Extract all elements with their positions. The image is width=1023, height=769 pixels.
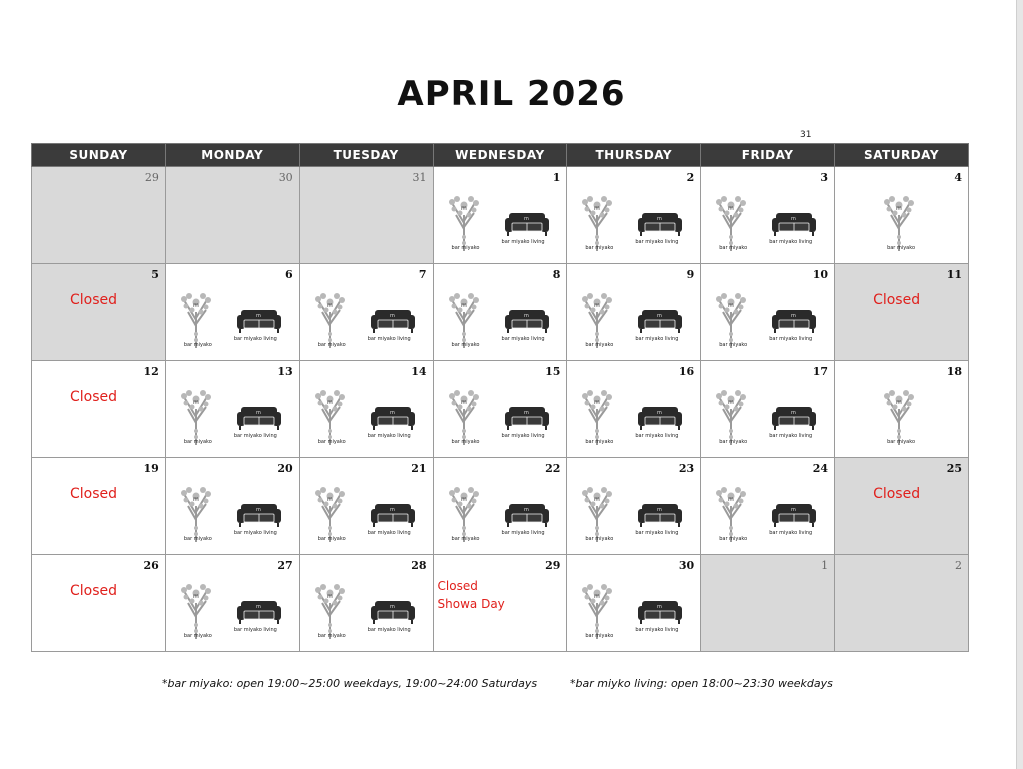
calendar-day-cell	[165, 264, 299, 361]
closed-label: Closed	[70, 486, 118, 502]
svg-text:m: m	[594, 593, 601, 600]
bar-miyako-caption: bar miyako	[451, 342, 480, 348]
bar-living-sofa-icon	[504, 502, 550, 528]
day-number: 2	[686, 171, 695, 184]
svg-text:m: m	[255, 507, 261, 513]
bar-living-caption: bar miyako living	[769, 530, 813, 536]
day-number: 3	[820, 171, 829, 184]
svg-text:m: m	[523, 313, 529, 319]
bar-living-sofa-icon	[637, 211, 683, 237]
calendar-day-cell	[299, 361, 433, 458]
bar-miyako-caption: bar miyako	[317, 633, 346, 639]
svg-text:m: m	[389, 410, 395, 416]
bar-miyako-caption: bar miyako	[887, 245, 916, 251]
weekday-header-sunday: SUNDAY	[32, 144, 166, 167]
day-number: 7	[418, 268, 427, 281]
weekday-header-row	[32, 144, 969, 167]
calendar-day-cell	[165, 361, 299, 458]
day-number: 20	[277, 462, 293, 475]
svg-text:m: m	[791, 216, 797, 222]
calendar-day-cell	[32, 555, 166, 652]
holiday-note-line: Showa Day	[437, 597, 505, 611]
svg-text:m: m	[657, 604, 663, 610]
bar-living-sofa-icon	[370, 502, 416, 528]
bar-living-caption: bar miyako living	[635, 627, 679, 633]
bar-living-sofa-icon	[370, 599, 416, 625]
calendar-body	[32, 167, 969, 652]
closed-label: Closed	[873, 292, 921, 308]
bar-living-caption: bar miyako living	[233, 530, 277, 536]
bar-living-sofa-icon	[637, 502, 683, 528]
bar-living-caption: bar miyako living	[769, 239, 813, 245]
calendar-day-cell	[567, 555, 701, 652]
day-number: 19	[143, 462, 159, 475]
calendar-day-cell	[835, 555, 969, 652]
day-number: 25	[946, 462, 962, 475]
weekday-header-wednesday: WEDNESDAY	[433, 144, 567, 167]
calendar-day-cell	[701, 167, 835, 264]
bar-miyako-caption: bar miyako	[585, 245, 614, 251]
day-number: 9	[686, 268, 695, 281]
weekday-header-thursday: THURSDAY	[567, 144, 701, 167]
bar-living-caption: bar miyako living	[769, 336, 813, 342]
bar-miyako-caption: bar miyako	[317, 342, 346, 348]
bar-miyako-tree-icon	[176, 581, 216, 639]
bar-miyako-caption: bar miyako	[451, 536, 480, 542]
bar-miyako-tree-icon	[711, 290, 751, 348]
calendar-day-cell	[433, 555, 567, 652]
bar-living-caption: bar miyako living	[635, 336, 679, 342]
svg-text:m: m	[326, 399, 333, 406]
day-number: 17	[812, 365, 829, 378]
svg-text:m: m	[728, 399, 735, 406]
day-number: 1	[552, 171, 561, 184]
calendar-day-cell	[32, 264, 166, 361]
day-number: 16	[678, 365, 695, 378]
bar-miyako-tree-icon	[444, 193, 484, 251]
svg-text:m: m	[728, 205, 735, 212]
bar-miyako-tree-icon	[310, 387, 350, 445]
bar-miyako-caption: bar miyako	[719, 342, 748, 348]
bar-miyako-tree-icon	[577, 484, 617, 542]
calendar-day-cell	[32, 361, 166, 458]
calendar-day-cell	[299, 167, 433, 264]
calendar-day-cell	[701, 555, 835, 652]
bar-living-caption: bar miyako living	[501, 530, 545, 536]
day-number: 28	[411, 559, 427, 572]
bar-living-caption: bar miyako living	[635, 239, 679, 245]
day-number: 18	[946, 365, 962, 378]
bar-miyako-caption: bar miyako	[183, 439, 212, 445]
closed-label: Closed	[70, 292, 118, 308]
calendar-day-cell	[433, 167, 567, 264]
svg-text:m: m	[791, 313, 797, 319]
calendar-day-cell	[567, 458, 701, 555]
bar-living-caption: bar miyako living	[635, 433, 679, 439]
bar-living-sofa-icon	[236, 599, 282, 625]
day-number: 15	[545, 365, 561, 378]
calendar-day-cell	[32, 458, 166, 555]
svg-text:m: m	[192, 302, 199, 309]
bar-miyako-tree-icon	[176, 387, 216, 445]
day-number: 10	[812, 268, 829, 281]
bar-living-caption: bar miyako living	[233, 627, 277, 633]
svg-text:m: m	[657, 216, 663, 222]
bar-living-caption: bar miyako living	[635, 530, 679, 536]
bar-miyako-tree-icon	[444, 387, 484, 445]
bar-living-sofa-icon	[771, 502, 817, 528]
svg-text:m: m	[728, 302, 735, 309]
calendar-week-row	[32, 555, 969, 652]
bar-miyako-tree-icon	[577, 290, 617, 348]
bar-miyako-caption: bar miyako	[317, 439, 346, 445]
bar-miyako-tree-icon	[577, 193, 617, 251]
bar-miyako-tree-icon	[444, 290, 484, 348]
bar-miyako-caption: bar miyako	[585, 536, 614, 542]
bar-miyako-tree-icon	[176, 484, 216, 542]
day-number: 2	[955, 559, 962, 572]
calendar-day-cell	[299, 458, 433, 555]
bar-living-sofa-icon	[637, 308, 683, 334]
svg-text:m: m	[255, 604, 261, 610]
svg-text:m: m	[389, 507, 395, 513]
calendar-day-cell	[567, 167, 701, 264]
svg-text:m: m	[460, 205, 467, 212]
day-number: 4	[954, 171, 962, 184]
calendar-day-cell	[299, 264, 433, 361]
calendar-week-row	[32, 264, 969, 361]
svg-text:m: m	[326, 593, 333, 600]
bar-living-sofa-icon	[370, 405, 416, 431]
calendar-day-cell	[701, 361, 835, 458]
day-number: 26	[143, 559, 159, 572]
calendar-week-row	[32, 458, 969, 555]
bar-living-sofa-icon	[236, 308, 282, 334]
bar-miyako-tree-icon	[879, 193, 919, 251]
bar-miyako-tree-icon	[879, 387, 919, 445]
calendar-week-row	[32, 361, 969, 458]
bar-living-sofa-icon	[504, 211, 550, 237]
svg-text:m: m	[657, 410, 663, 416]
svg-text:m: m	[523, 507, 529, 513]
bar-living-sofa-icon	[771, 405, 817, 431]
svg-text:m: m	[460, 496, 467, 503]
bar-living-caption: bar miyako living	[769, 433, 813, 439]
calendar-day-cell	[165, 458, 299, 555]
bar-miyako-tree-icon	[711, 193, 751, 251]
bar-miyako-caption: bar miyako	[887, 439, 916, 445]
bar-living-caption: bar miyako living	[367, 627, 411, 633]
svg-text:m: m	[523, 410, 529, 416]
bar-miyako-caption: bar miyako	[451, 245, 480, 251]
calendar-day-cell	[835, 167, 969, 264]
day-number: 5	[151, 268, 159, 281]
bar-miyako-caption: bar miyako	[585, 633, 614, 639]
bar-miyako-caption: bar miyako	[451, 439, 480, 445]
bar-miyako-caption: bar miyako	[317, 536, 346, 542]
calendar-day-cell	[835, 458, 969, 555]
bar-living-sofa-icon	[637, 405, 683, 431]
calendar-day-cell	[701, 264, 835, 361]
bar-miyako-tree-icon	[577, 387, 617, 445]
calendar-day-cell	[165, 167, 299, 264]
bar-living-sofa-icon	[504, 308, 550, 334]
bar-living-caption: bar miyako living	[233, 433, 277, 439]
svg-text:m: m	[460, 302, 467, 309]
day-number: 22	[545, 462, 561, 475]
bar-living-caption: bar miyako living	[367, 433, 411, 439]
bar-living-sofa-icon	[771, 211, 817, 237]
calendar-day-cell	[835, 264, 969, 361]
svg-text:m: m	[594, 302, 601, 309]
stray-note: 31	[800, 130, 812, 140]
bar-living-sofa-icon	[236, 405, 282, 431]
day-number: 14	[411, 365, 427, 378]
holiday-note	[438, 577, 505, 613]
calendar-day-cell	[567, 264, 701, 361]
svg-text:m: m	[594, 205, 601, 212]
bar-miyako-tree-icon	[444, 484, 484, 542]
day-number: 13	[277, 365, 293, 378]
svg-text:m: m	[594, 496, 601, 503]
bar-miyako-caption: bar miyako	[183, 633, 212, 639]
weekday-header-monday: MONDAY	[165, 144, 299, 167]
day-number: 8	[552, 268, 561, 281]
day-number: 11	[946, 268, 962, 281]
bar-living-caption: bar miyako living	[367, 530, 411, 536]
svg-text:m: m	[728, 496, 735, 503]
calendar-day-cell	[165, 555, 299, 652]
holiday-note-line: Closed	[437, 579, 478, 593]
bar-living-caption: bar miyako living	[501, 239, 545, 245]
weekday-header-tuesday: TUESDAY	[299, 144, 433, 167]
calendar-day-cell	[433, 361, 567, 458]
bar-miyako-tree-icon	[176, 290, 216, 348]
svg-text:m: m	[326, 302, 333, 309]
page-edge	[1016, 0, 1023, 769]
bar-living-caption: bar miyako living	[501, 336, 545, 342]
calendar-day-cell	[567, 361, 701, 458]
day-number: 31	[412, 171, 427, 184]
day-number: 1	[821, 559, 829, 572]
bar-living-caption: bar miyako living	[501, 433, 545, 439]
svg-text:m: m	[192, 496, 199, 503]
bar-miyako-caption: bar miyako	[585, 439, 614, 445]
bar-miyako-caption: bar miyako	[719, 536, 748, 542]
svg-text:m: m	[389, 313, 395, 319]
svg-text:m: m	[657, 507, 663, 513]
day-number: 29	[545, 559, 561, 572]
svg-text:m: m	[192, 593, 199, 600]
day-number: 27	[277, 559, 293, 572]
closed-label: Closed	[70, 389, 118, 405]
bar-miyako-caption: bar miyako	[719, 439, 748, 445]
bar-living-sofa-icon	[370, 308, 416, 334]
bar-living-caption: bar miyako living	[367, 336, 411, 342]
svg-text:m: m	[326, 496, 333, 503]
bar-miyako-caption: bar miyako	[585, 342, 614, 348]
bar-miyako-tree-icon	[310, 581, 350, 639]
bar-miyako-tree-icon	[577, 581, 617, 639]
bar-miyako-caption: bar miyako	[183, 536, 212, 542]
svg-text:m: m	[657, 313, 663, 319]
calendar-week-row	[32, 167, 969, 264]
bar-miyako-tree-icon	[310, 290, 350, 348]
day-number: 30	[678, 559, 695, 572]
day-number: 29	[144, 171, 159, 184]
bar-miyako-tree-icon	[310, 484, 350, 542]
day-number: 21	[411, 462, 427, 475]
bar-living-sofa-icon	[504, 405, 550, 431]
weekday-header-saturday: SATURDAY	[835, 144, 969, 167]
svg-text:m: m	[896, 205, 902, 212]
bar-living-caption: bar miyako living	[233, 336, 277, 342]
closed-label: Closed	[70, 583, 118, 599]
calendar-day-cell	[835, 361, 969, 458]
bar-miyako-tree-icon	[711, 484, 751, 542]
svg-text:m: m	[791, 507, 797, 513]
day-number: 12	[143, 365, 159, 378]
svg-text:m: m	[896, 399, 902, 406]
closed-label: Closed	[873, 486, 921, 502]
calendar-day-cell	[299, 555, 433, 652]
calendar-day-cell	[701, 458, 835, 555]
weekday-header-friday: FRIDAY	[701, 144, 835, 167]
day-number: 23	[678, 462, 695, 475]
calendar-grid	[31, 143, 969, 652]
svg-text:m: m	[523, 216, 529, 222]
svg-text:m: m	[255, 313, 261, 319]
svg-text:m: m	[255, 410, 261, 416]
day-number: 30	[278, 171, 293, 184]
footnote-bar-miyako-hours: *bar miyako: open 19:00~25:00 weekdays, 19:00~24:00 Saturdays	[162, 677, 538, 690]
calendar-day-cell	[32, 167, 166, 264]
svg-text:m: m	[389, 604, 395, 610]
footnote-bar-living-hours: *bar miyko living: open 18:00~23:30 weekdays	[570, 677, 833, 690]
svg-text:m: m	[791, 410, 797, 416]
svg-text:m: m	[594, 399, 601, 406]
svg-text:m: m	[192, 399, 199, 406]
day-number: 6	[285, 268, 293, 281]
calendar-day-cell	[433, 458, 567, 555]
svg-text:m: m	[460, 399, 467, 406]
bar-miyako-caption: bar miyako	[719, 245, 748, 251]
bar-living-sofa-icon	[771, 308, 817, 334]
calendar-day-cell	[433, 264, 567, 361]
bar-living-sofa-icon	[236, 502, 282, 528]
calendar-title: APRIL 2026	[397, 74, 626, 114]
bar-miyako-caption: bar miyako	[183, 342, 212, 348]
bar-living-sofa-icon	[637, 599, 683, 625]
bar-miyako-tree-icon	[711, 387, 751, 445]
day-number: 24	[812, 462, 829, 475]
